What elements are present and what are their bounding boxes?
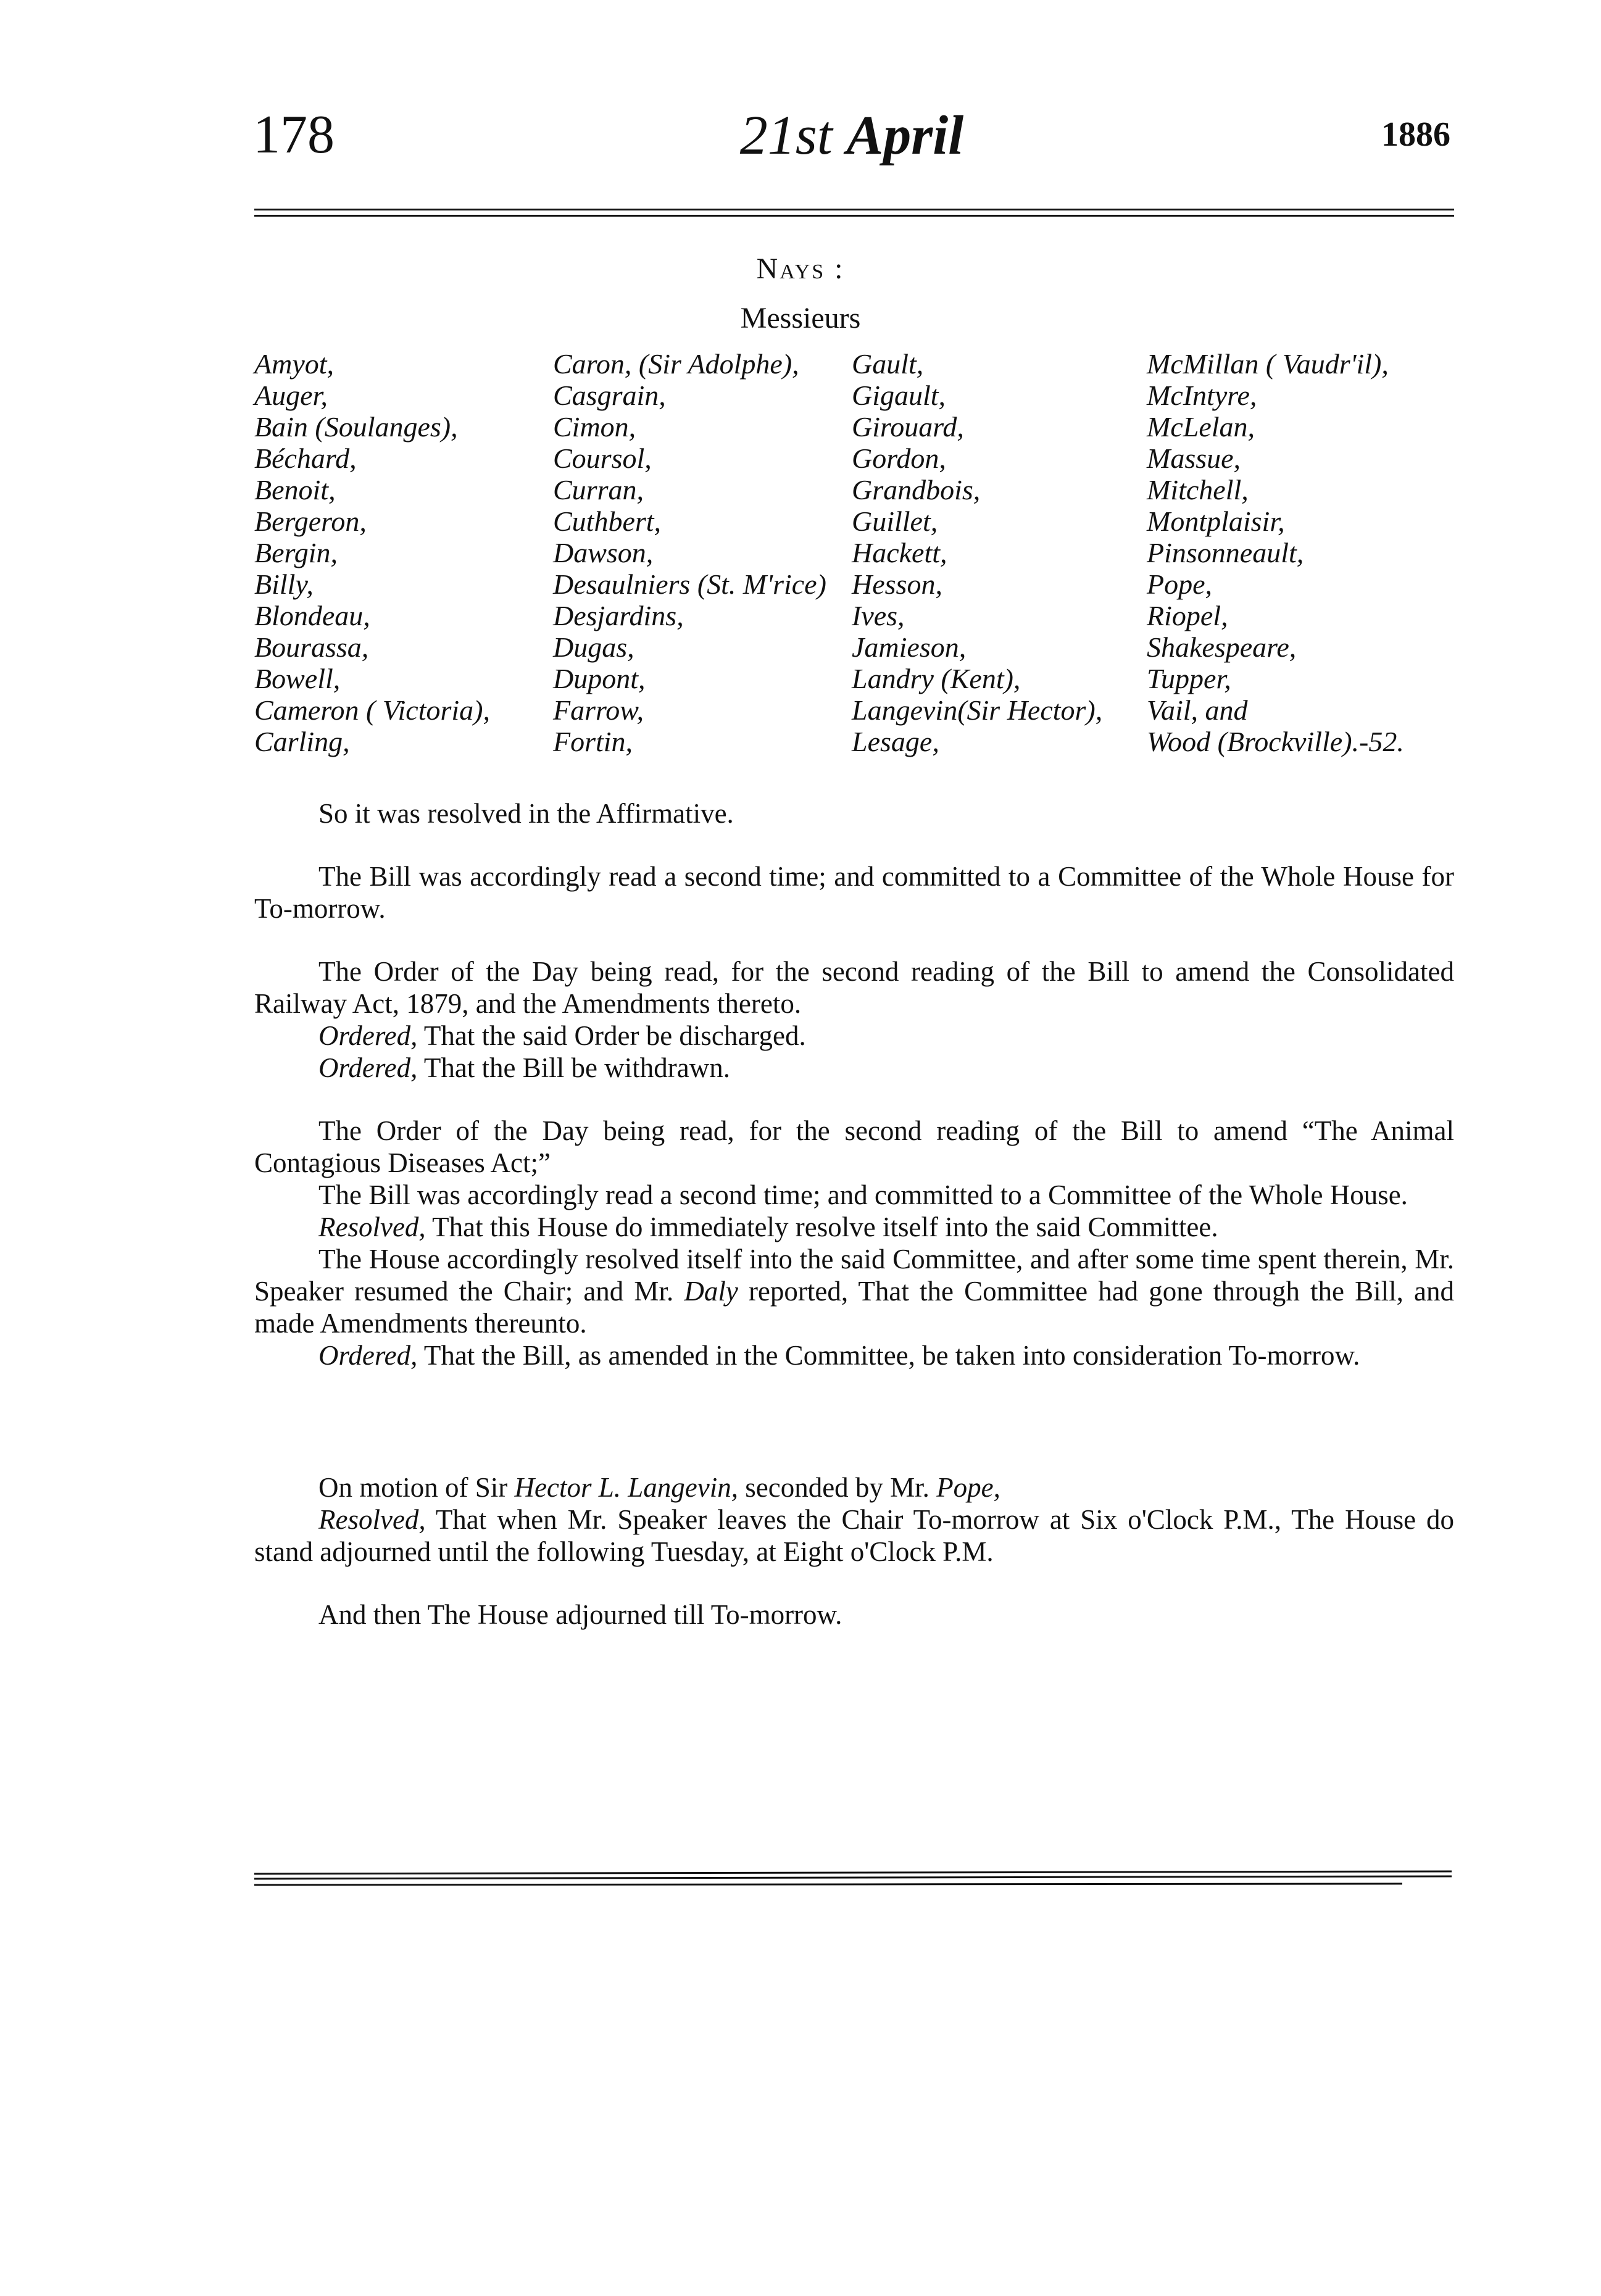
header-rule-top bbox=[254, 209, 1454, 210]
member-name: Vail, and bbox=[1147, 694, 1248, 726]
member-name: Caron, (Sir Adolphe), bbox=[553, 348, 799, 380]
member-name: Mitchell, bbox=[1147, 474, 1249, 505]
paragraph-adjournment-motion: On motion of Sir Hector L. Langevin, seconded by Mr. Pope, Resolved, That when Mr. Speaker leaves the Chair To-morrow at Six o'Clock P.M., The House do stand adjourned until the following Tuesday, at Eight o'Clock P.M. bbox=[254, 1472, 1455, 1567]
member-name: Desjardins, bbox=[553, 600, 684, 631]
member-name: Casgrain, bbox=[553, 380, 666, 411]
member-name: Blondeau, bbox=[254, 600, 370, 631]
member-name: McMillan ( Vaudr'il), bbox=[1147, 348, 1389, 380]
member-name: Tupper, bbox=[1147, 663, 1231, 694]
member-name: Wood (Brockville).-52. bbox=[1147, 726, 1404, 757]
member-name: Gordon, bbox=[852, 443, 946, 474]
member-name: Cuthbert, bbox=[553, 505, 662, 537]
member-name: Bourassa, bbox=[254, 631, 369, 663]
member-name: Pope, bbox=[1147, 568, 1213, 600]
member-name: Benoit, bbox=[254, 474, 336, 505]
member-name: Langevin(Sir Hector), bbox=[852, 694, 1103, 726]
member-name: Hesson, bbox=[852, 568, 942, 600]
nays-heading: Nays : bbox=[756, 252, 845, 285]
messieurs-heading: Messieurs bbox=[740, 302, 861, 335]
member-name: Landry (Kent), bbox=[852, 663, 1021, 694]
nays-column-2 bbox=[553, 348, 855, 757]
paragraph-animal-diseases: The Order of the Day being read, for the second reading of the Bill to amend “The Animal Contagious Diseases Act;” The Bill was accordingly read a second time; and committed to a Committee of the Whole House. Resolved, That this House do immediately resolve itself into the said Committee. The House accordingly resolved itself into the said Committee, and after some time spent therein, Mr. Speaker resumed the Chair; and Mr. Daly reported, That the Committee had gone through the Bill, and made Amendments thereunto. Ordered, That the Bill, as amended in the Committee, be taken into consideration To-morrow. bbox=[254, 1115, 1454, 1371]
member-name: Gigault, bbox=[852, 380, 946, 411]
member-name: Dupont, bbox=[553, 663, 646, 694]
member-name: Cimon, bbox=[553, 411, 636, 443]
member-name: Grandbois, bbox=[852, 474, 981, 505]
member-name: Lesage, bbox=[852, 726, 939, 757]
footer-rule bbox=[254, 1870, 1452, 1889]
member-name: Massue, bbox=[1147, 443, 1241, 474]
member-name: Carling, bbox=[254, 726, 350, 757]
member-name: Billy, bbox=[254, 568, 314, 600]
paragraph-railway-act: The Order of the Day being read, for the second reading of the Bill to amend the Consolidated Railway Act, 1879, and the Amendments thereto. Ordered, That the said Order be discharged. Ordered, That the Bill be withdrawn. bbox=[254, 956, 1454, 1083]
member-name: Gault, bbox=[852, 348, 924, 380]
year: 1886 bbox=[1381, 115, 1450, 154]
member-name: Ives, bbox=[852, 600, 905, 631]
date-day: 21st bbox=[739, 105, 833, 166]
page-number: 178 bbox=[253, 105, 335, 165]
resolved-affirmative: So it was resolved in the Affirmative. bbox=[318, 798, 734, 829]
nays-column-4 bbox=[1147, 348, 1468, 757]
header-rule-bottom bbox=[254, 215, 1454, 217]
member-name: Guillet, bbox=[852, 505, 938, 537]
nays-column-1 bbox=[254, 348, 551, 757]
member-name: Dugas, bbox=[553, 631, 634, 663]
member-name: McLelan, bbox=[1147, 411, 1255, 443]
member-name: Dawson, bbox=[553, 537, 654, 568]
member-name: Bowell, bbox=[254, 663, 341, 694]
running-title bbox=[253, 104, 1450, 167]
member-name: Farrow, bbox=[553, 694, 644, 726]
member-name: Bain (Soulanges), bbox=[254, 411, 458, 443]
member-name: Bergin, bbox=[254, 537, 338, 568]
member-name: McIntyre, bbox=[1147, 380, 1257, 411]
date-month: April bbox=[846, 105, 964, 166]
member-name: Auger, bbox=[254, 380, 328, 411]
member-name: Coursol, bbox=[553, 443, 652, 474]
member-name: Girouard, bbox=[852, 411, 964, 443]
member-name: Hackett, bbox=[852, 537, 947, 568]
member-name: Béchard, bbox=[254, 443, 357, 474]
member-name: Pinsonneault, bbox=[1147, 537, 1304, 568]
member-name: Fortin, bbox=[553, 726, 633, 757]
paragraph-second-reading: The Bill was accordingly read a second time; and committed to a Committee of the Whole House for To-morrow. bbox=[254, 861, 1454, 924]
member-name: Cameron ( Victoria), bbox=[254, 694, 490, 726]
page-header bbox=[253, 104, 1450, 172]
member-name: Bergeron, bbox=[254, 505, 367, 537]
member-name: Riopel, bbox=[1147, 600, 1228, 631]
member-name: Desaulniers (St. M'rice) bbox=[553, 568, 826, 600]
nays-column-3 bbox=[852, 348, 1142, 757]
member-name: Jamieson, bbox=[852, 631, 967, 663]
member-name: Amyot, bbox=[254, 348, 335, 380]
member-name: Montplaisir, bbox=[1147, 505, 1285, 537]
closing-line: And then The House adjourned till To-morrow. bbox=[318, 1599, 842, 1630]
member-name: Curran, bbox=[553, 474, 644, 505]
member-name: Shakespeare, bbox=[1147, 631, 1297, 663]
